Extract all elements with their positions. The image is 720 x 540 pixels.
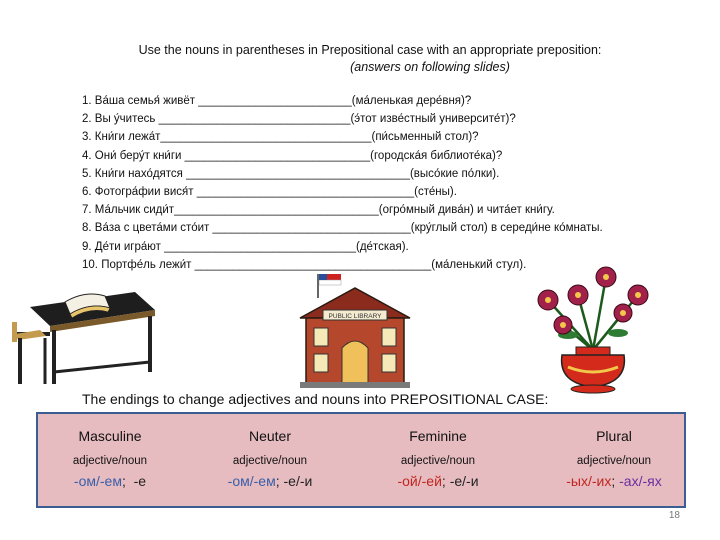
- endings-column-plural: [534, 414, 694, 489]
- ending-separator: ;: [611, 473, 620, 489]
- answer-blank: _______________________________: [212, 222, 411, 235]
- exercise-hint: (ма́ленький стул).: [431, 258, 527, 271]
- exercise-hint: (кру́глый стол) в середи́не ко́мнаты.: [410, 222, 603, 235]
- exercise-text: Вы у́читесь: [94, 113, 156, 126]
- school-desk-image: [10, 262, 160, 392]
- exercise-number: 2.: [82, 113, 92, 126]
- endings-title: The endings to change adjectives and nouns into PREPOSITIONAL CASE:: [82, 391, 549, 407]
- answer-blank: _____________________________________: [194, 258, 432, 271]
- instructions-main: Use the nouns in parentheses in Prepositional case with an appropriate preposition:: [138, 43, 602, 57]
- exercise-item: [82, 110, 682, 128]
- column-subheader: adjective/noun: [232, 455, 308, 467]
- column-header: Plural: [596, 428, 632, 444]
- exercise-text: Ма́льчик сиди́т: [94, 204, 175, 217]
- library-building-image: [290, 266, 420, 391]
- exercise-text: Они́ беру́т кни́ги: [94, 149, 182, 162]
- endings-table: [36, 412, 686, 508]
- exercise-item: [82, 219, 682, 237]
- exercise-text: Ва́за с цвета́ми сто́ит: [94, 222, 210, 235]
- column-endings: [30, 473, 190, 489]
- answer-blank: ___________________________________: [186, 167, 410, 180]
- exercise-number: 3.: [82, 131, 92, 144]
- column-endings: [534, 473, 694, 489]
- column-subheader: adjective/noun: [72, 455, 148, 467]
- adjective-ending: -ом/-ем: [227, 473, 276, 489]
- exercise-item: [82, 201, 682, 219]
- exercise-text: Кни́ги нахо́дятся: [94, 167, 183, 180]
- answer-blank: __________________________________: [196, 186, 415, 199]
- exercise-number: 10.: [82, 258, 98, 271]
- exercise-hint: (городска́я библиоте́ка)?: [370, 149, 503, 162]
- exercise-item: [82, 238, 682, 256]
- flower-vase-image: [518, 255, 668, 395]
- noun-ending: -е: [133, 473, 147, 489]
- exercise-text: Кни́ги лежа́т: [94, 131, 161, 144]
- exercise-number: 1.: [82, 95, 92, 107]
- exercise-item: [82, 165, 682, 183]
- ending-separator: ;: [121, 473, 134, 489]
- endings-column-feminine: [358, 414, 518, 489]
- noun-ending: -ах/-ях: [619, 473, 662, 489]
- column-subheader: adjective/noun: [400, 455, 476, 467]
- column-header: Neuter: [248, 428, 292, 444]
- answer-blank: _________________________________: [160, 131, 372, 144]
- column-header: Feminine: [409, 428, 467, 444]
- exercise-hint: (сте́ны).: [414, 186, 457, 199]
- exercise-hint: (огро́мный дива́н) и чита́ет кни́гу.: [378, 204, 555, 217]
- exercise-item: [82, 183, 682, 201]
- exercise-number: 4.: [82, 149, 92, 162]
- column-endings: [190, 473, 350, 489]
- endings-column-masculine: [30, 414, 190, 489]
- exercise-item: [82, 92, 682, 110]
- exercise-list: [82, 92, 682, 274]
- answer-blank: ______________________________: [158, 113, 351, 126]
- library-sign: PUBLIC LIBRARY: [328, 313, 382, 320]
- adjective-ending: -ом/-ем: [73, 473, 122, 489]
- instructions: [60, 42, 680, 76]
- endings-column-neuter: [190, 414, 350, 489]
- adjective-ending: -ых/-их: [566, 473, 612, 489]
- noun-ending: -е/-и: [449, 473, 479, 489]
- exercise-item: [82, 147, 682, 165]
- instructions-sub: (answers on following slides): [350, 60, 510, 74]
- exercise-number: 8.: [82, 222, 92, 235]
- answer-blank: ______________________________: [164, 240, 356, 253]
- exercise-hint: (ма́ленькая дере́вня)?: [351, 95, 472, 107]
- adjective-ending: -ой/-ей: [397, 473, 442, 489]
- exercise-hint: (высо́кие по́лки).: [409, 167, 500, 180]
- exercise-number: 6.: [82, 186, 92, 199]
- column-endings: [358, 473, 518, 489]
- exercise-text: Фотогра́фии вися́т: [94, 186, 194, 199]
- answer-blank: ________________________________: [174, 204, 379, 217]
- column-subheader: adjective/noun: [576, 455, 652, 467]
- exercise-text: Ва́ша семья́ живёт: [94, 95, 196, 107]
- exercise-text: Портфе́ль лежи́т: [98, 258, 192, 271]
- page-number: 18: [668, 510, 680, 521]
- exercise-hint: (э́тот изве́стный университе́т)?: [350, 113, 516, 126]
- exercise-number: 5.: [82, 167, 92, 180]
- ending-separator: ;: [441, 473, 450, 489]
- exercise-number: 9.: [82, 240, 92, 253]
- ending-separator: ;: [275, 473, 284, 489]
- exercise-hint: (де́тская).: [356, 240, 409, 253]
- answer-blank: ________________________: [198, 95, 352, 107]
- exercise-number: 7.: [82, 204, 92, 217]
- exercise-hint: (пи́сьменный стол)?: [371, 131, 479, 144]
- answer-blank: _____________________________: [184, 149, 371, 162]
- exercise-text: Де́ти игра́ют: [94, 240, 161, 253]
- noun-ending: -е/-и: [283, 473, 313, 489]
- exercise-item: [82, 128, 682, 146]
- column-header: Masculine: [78, 428, 142, 444]
